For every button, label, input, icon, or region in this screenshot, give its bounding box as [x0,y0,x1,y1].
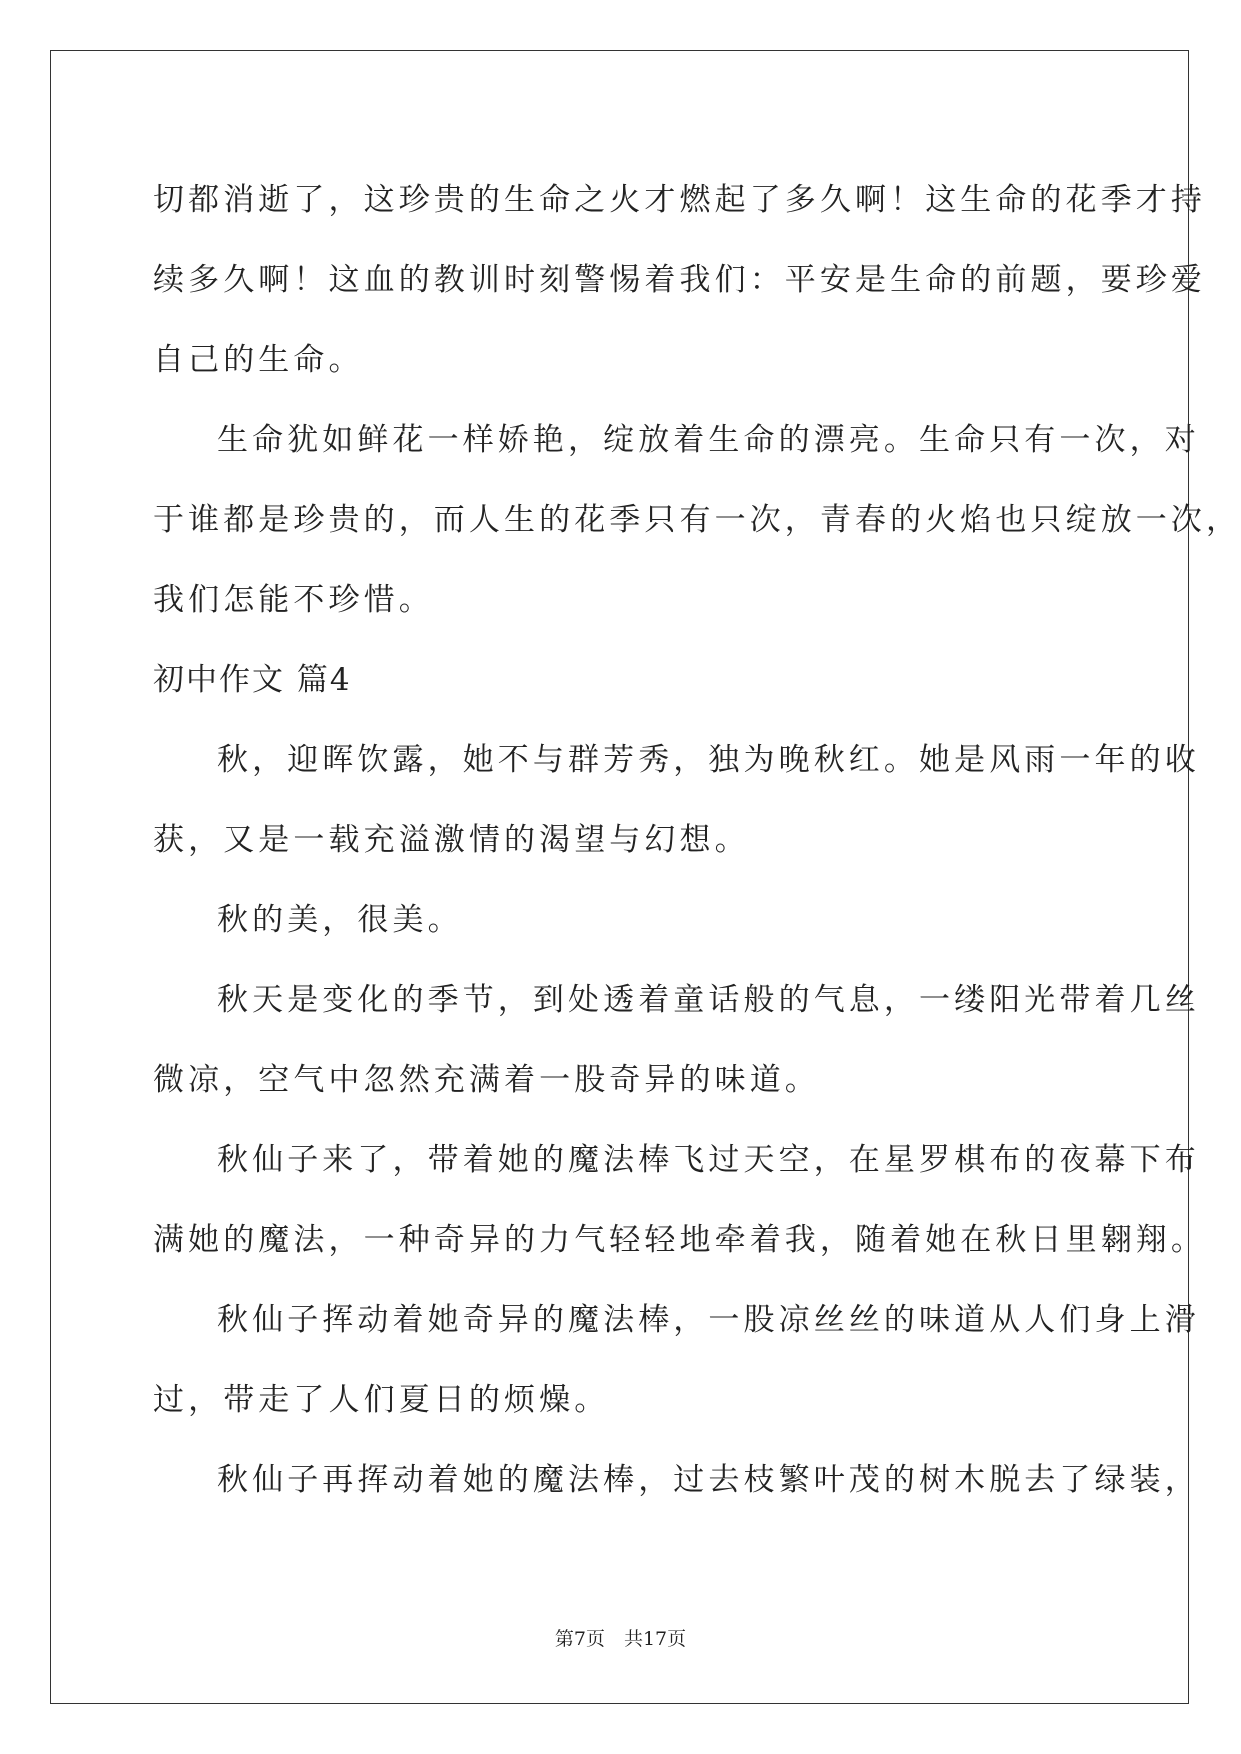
section-heading: 初中作文 篇4 [153,662,352,698]
text-line-15: 秋仙子挥动着她奇异的魔法棒，一股凉丝丝的味道从人们身上滑 [217,1302,1200,1338]
text-line-11: 秋天是变化的季节，到处透着童话般的气息，一缕阳光带着几丝 [217,982,1200,1018]
text-line-5: 于谁都是珍贵的，而人生的花季只有一次，青春的火焰也只绽放一次， [153,502,1241,538]
text-line-17: 秋仙子再挥动着她的魔法棒，过去枝繁叶茂的树木脱去了绿装， [217,1462,1200,1498]
text-line-9: 获，又是一载充溢激情的渴望与幻想。 [153,822,750,858]
text-line-4: 生命犹如鲜花一样娇艳，绽放着生命的漂亮。生命只有一次，对 [217,422,1200,458]
text-line-1: 切都消逝了，这珍贵的生命之火才燃起了多久啊！这生命的花季才持 [153,182,1206,218]
text-line-13: 秋仙子来了，带着她的魔法棒飞过天空，在星罗棋布的夜幕下布 [217,1142,1200,1178]
text-line-8: 秋，迎晖饮露，她不与群芳秀，独为晚秋红。她是风雨一年的收 [217,742,1200,778]
text-line-16: 过，带走了人们夏日的烦燥。 [153,1382,610,1418]
text-line-3: 自己的生命。 [153,342,364,378]
text-line-2: 续多久啊！这血的教训时刻警惕着我们：平安是生命的前题，要珍爱 [153,262,1206,298]
text-line-12: 微凉，空气中忽然充满着一股奇异的味道。 [153,1062,820,1098]
text-line-14: 满她的魔法，一种奇异的力气轻轻地牵着我，随着她在秋日里翱翔。 [153,1222,1206,1258]
page-number-footer: 第7页 共17页 [554,1628,687,1650]
document-body [153,160,1241,1520]
text-line-6: 我们怎能不珍惜。 [153,582,434,618]
text-line-10: 秋的美，很美。 [217,902,463,938]
